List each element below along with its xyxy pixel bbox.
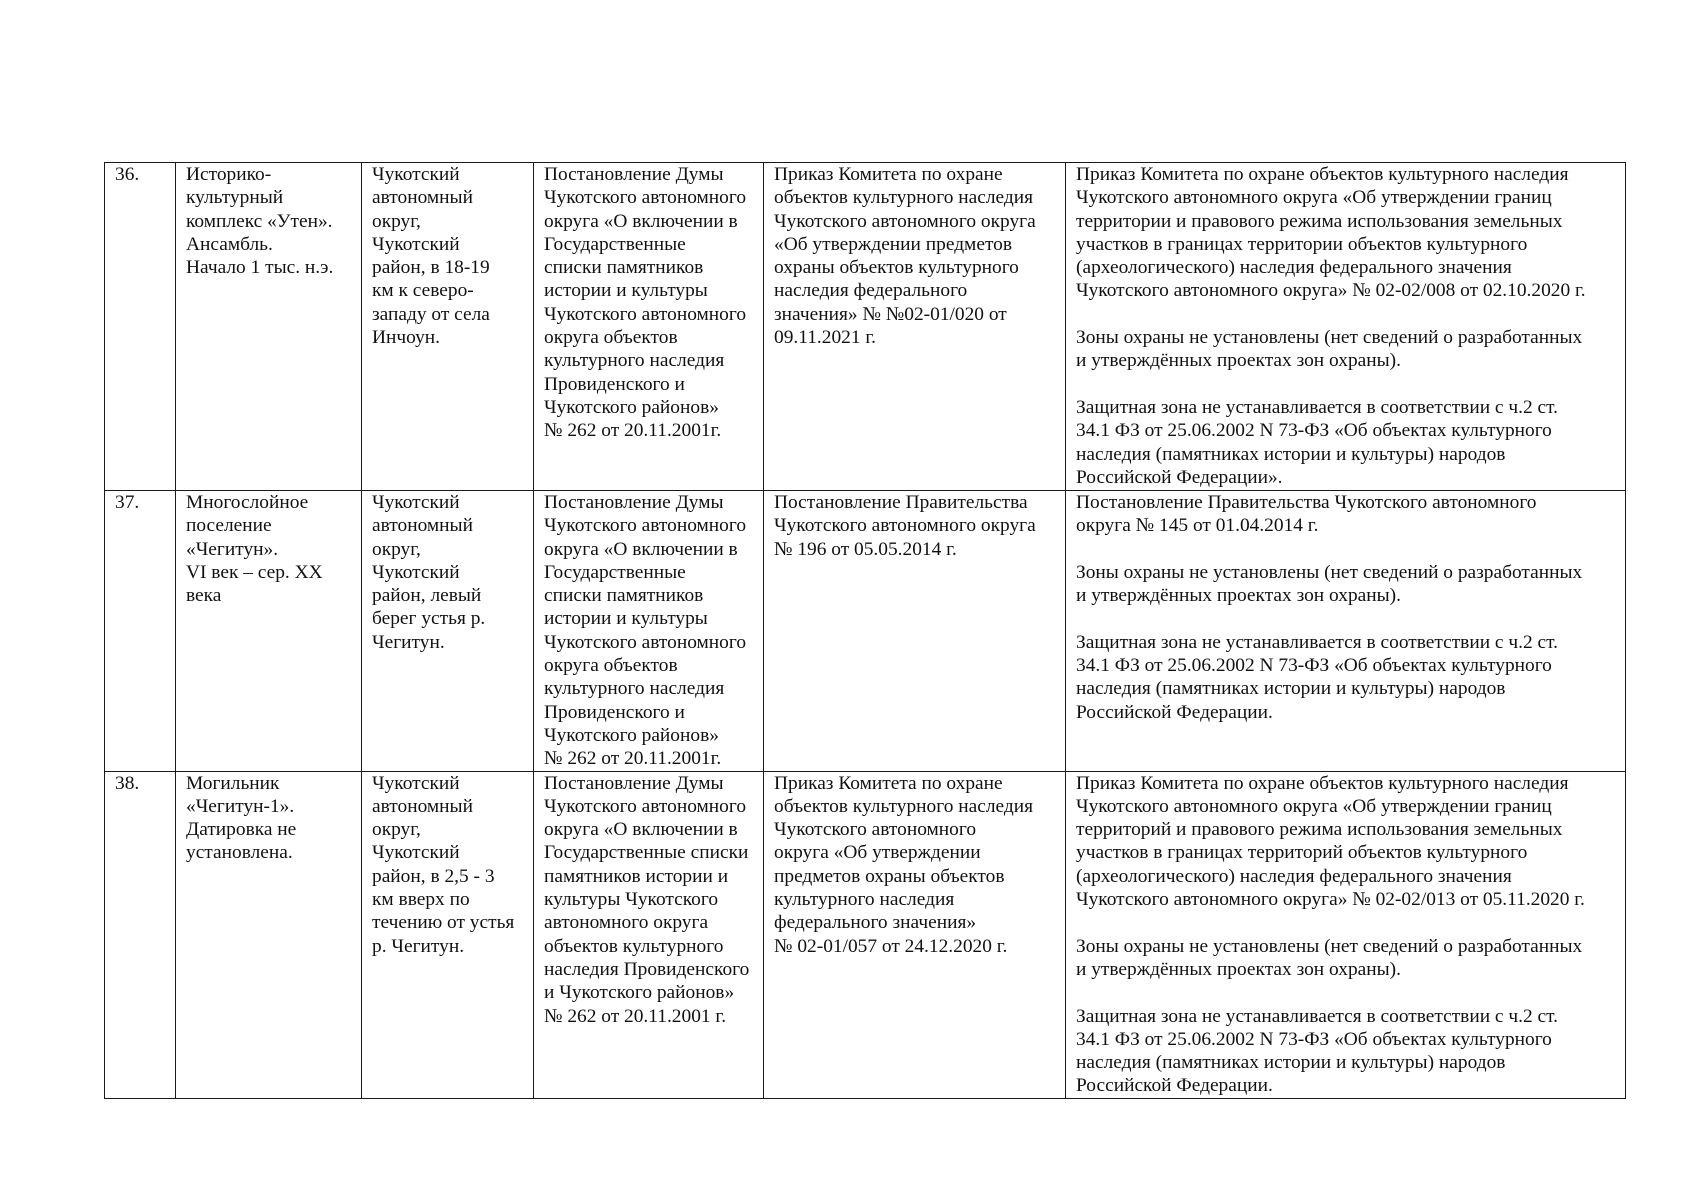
cell-text-line: культуры Чукотского bbox=[544, 889, 719, 911]
cell-text-line: округа «О включении в bbox=[544, 538, 738, 560]
cell-object-name bbox=[176, 771, 362, 1098]
cell-text-line: округа объектов bbox=[544, 327, 678, 349]
cell-text-line: века bbox=[186, 585, 222, 607]
cell-text-line: Постановление Правительства bbox=[774, 492, 1028, 513]
cell-text-line: наследия (памятниках истории и культуры) народов bbox=[1076, 1052, 1506, 1074]
cell-text-line: Приказ Комитета по охране bbox=[774, 164, 1003, 185]
cell-text-line: объектов культурного наследия bbox=[774, 795, 1034, 817]
cell-text-line: «Чегитун». bbox=[186, 538, 279, 560]
cell-text-line: и утверждённых проектах зон охраны). bbox=[1076, 585, 1401, 607]
cell-row-number bbox=[105, 163, 176, 491]
cell-text-line: округа «О включении в bbox=[544, 819, 738, 841]
cell-text-line: охраны объектов культурного bbox=[774, 257, 1019, 279]
cell-text-line: течению от устья bbox=[372, 912, 515, 934]
cell-text-line: Многослойное bbox=[186, 492, 309, 513]
cell-protection-subject bbox=[764, 491, 1066, 772]
cell-text-line: округ, bbox=[372, 538, 421, 560]
table-body bbox=[105, 163, 1626, 1099]
row-number-text: 38. bbox=[115, 772, 140, 794]
cell-text-line: Российской Федерации. bbox=[1076, 701, 1273, 723]
cell-text-line: Провиденского и bbox=[544, 701, 685, 723]
cell-text-line: Чукотского автономного округа bbox=[774, 210, 1036, 232]
cell-object-name bbox=[176, 163, 362, 491]
cell-territory-boundaries bbox=[1066, 491, 1626, 772]
cell-text-line: округа «О включении в bbox=[544, 210, 738, 232]
cell-text-line: 09.11.2021 г. bbox=[774, 327, 876, 349]
cell-text-line: Чукотского автономного bbox=[774, 819, 977, 841]
cell-text-line: № 262 от 20.11.2001г. bbox=[544, 420, 722, 442]
cell-text-line: наследия федерального bbox=[774, 280, 968, 302]
cell-text-line: списки памятников bbox=[544, 257, 704, 279]
table-row bbox=[105, 771, 1626, 1098]
cell-object-name bbox=[176, 491, 362, 772]
cell-text-line: Зоны охраны не установлены (нет сведений о разработанных bbox=[1076, 327, 1583, 349]
cell-text-line: округа объектов bbox=[544, 655, 678, 677]
cell-text-line: Чукотский bbox=[372, 561, 460, 583]
cell-text-line: Государственные bbox=[544, 233, 686, 255]
cell-protection-subject bbox=[764, 163, 1066, 491]
cell-text-line: и Чукотского районов» bbox=[544, 982, 735, 1004]
paragraph-gap bbox=[1076, 911, 1623, 934]
cell-territory-boundaries bbox=[1066, 771, 1626, 1098]
cell-text-line: Чукотского автономного округа» № 02-02/008 от 02.10.2020 г. bbox=[1076, 280, 1586, 302]
cell-text-line: Государственные bbox=[544, 561, 686, 583]
cell-text-line: территорий и правового режима использования земельных bbox=[1076, 819, 1563, 841]
cell-text-line: Защитная зона не устанавливается в соответствии с ч.2 ст. bbox=[1076, 1005, 1558, 1027]
cell-text-line: км вверх по bbox=[372, 889, 470, 911]
cell-text-line: культурного наследия bbox=[774, 889, 955, 911]
cell-text-line: Чукотского автономного округа bbox=[774, 515, 1036, 537]
cell-text-line: истории и культуры bbox=[544, 280, 708, 302]
cell-text-line: Историко- bbox=[186, 164, 272, 185]
cell-text-line: VI век – сер. XX bbox=[186, 561, 323, 583]
cell-territory-boundaries bbox=[1066, 163, 1626, 491]
cell-registration-decision bbox=[534, 491, 764, 772]
paragraph-gap bbox=[1076, 607, 1623, 630]
cell-text-line: район, в 18-19 bbox=[372, 257, 490, 279]
cell-row-number bbox=[105, 491, 176, 772]
cell-text-line: автономный bbox=[372, 515, 473, 537]
row-number-text: 37. bbox=[115, 492, 140, 513]
cell-text-line: значения» № №02-01/020 от bbox=[774, 303, 1007, 325]
cell-text-line: 34.1 ФЗ от 25.06.2002 N 73-ФЗ «Об объектах культурного bbox=[1076, 420, 1552, 442]
cell-text-line: Чукотского автономного bbox=[544, 515, 747, 537]
cell-text-line: № 262 от 20.11.2001г. bbox=[544, 748, 722, 770]
cell-text-line: Защитная зона не устанавливается в соответствии с ч.2 ст. bbox=[1076, 396, 1558, 418]
cell-text-line: Чукотского автономного bbox=[544, 187, 747, 209]
cell-text-line: Постановление Правительства Чукотского автономного bbox=[1076, 492, 1537, 513]
cell-text-line: Датировка не bbox=[186, 819, 297, 841]
cell-text-line: 34.1 ФЗ от 25.06.2002 N 73-ФЗ «Об объектах культурного bbox=[1076, 1028, 1552, 1050]
cell-text-line: округа «Об утверждении bbox=[774, 842, 981, 864]
row-number-text: 36. bbox=[115, 164, 140, 185]
cell-text-line: (археологического) наследия федерального значения bbox=[1076, 257, 1512, 279]
cell-text-line: Приказ Комитета по охране объектов культурного наследия bbox=[1076, 164, 1569, 185]
cell-text-line: и утверждённых проектах зон охраны). bbox=[1076, 958, 1401, 980]
cell-text-line: Чукотский bbox=[372, 233, 460, 255]
table-row bbox=[105, 163, 1626, 491]
cell-text-line: Чукотского автономного bbox=[544, 795, 747, 817]
cell-text-line: округ, bbox=[372, 819, 421, 841]
paragraph-gap bbox=[1076, 981, 1623, 1004]
paragraph-gap bbox=[1076, 373, 1623, 396]
cell-text-line: «Чегитун-1». bbox=[186, 795, 295, 817]
cell-text-line: территории и правового режима использования земельных bbox=[1076, 210, 1563, 232]
cell-text-line: Чукотский bbox=[372, 492, 460, 513]
cell-text-line: федерального значения» bbox=[774, 912, 977, 934]
cell-text-line: Провиденского и bbox=[544, 373, 685, 395]
cell-text-line: Российской Федерации». bbox=[1076, 466, 1283, 488]
cell-text-line: Приказ Комитета по охране bbox=[774, 772, 1003, 794]
cell-text-line: Чукотского автономного bbox=[544, 631, 747, 653]
cell-text-line: Постановление Думы bbox=[544, 492, 724, 513]
cell-text-line: округ, bbox=[372, 210, 421, 232]
cell-text-line: км к северо- bbox=[372, 280, 474, 302]
cell-text-line: Российской Федерации. bbox=[1076, 1075, 1273, 1097]
cell-text-line: комплекс «Утен». bbox=[186, 210, 333, 232]
cell-text-line: Могильник bbox=[186, 772, 280, 794]
cell-text-line: автономного округа bbox=[544, 912, 709, 934]
cell-text-line: культурного наследия bbox=[544, 350, 725, 372]
cell-registration-decision bbox=[534, 771, 764, 1098]
cell-text-line: № 02-01/057 от 24.12.2020 г. bbox=[774, 935, 1008, 957]
cell-text-line: объектов культурного наследия bbox=[774, 187, 1034, 209]
cell-text-line: Начало 1 тыс. н.э. bbox=[186, 257, 334, 279]
cell-text-line: Зоны охраны не установлены (нет сведений о разработанных bbox=[1076, 561, 1583, 583]
cell-text-line: Ансамбль. bbox=[186, 233, 273, 255]
cell-text-line: Государственные списки bbox=[544, 842, 749, 864]
cell-text-line: 34.1 ФЗ от 25.06.2002 N 73-ФЗ «Об объектах культурного bbox=[1076, 655, 1552, 677]
cell-text-line: наследия (памятниках истории и культуры) народов bbox=[1076, 678, 1506, 700]
cell-text-line: Чукотский bbox=[372, 164, 460, 185]
cell-text-line: Приказ Комитета по охране объектов культурного наследия bbox=[1076, 772, 1569, 794]
cell-text-line: Инчоун. bbox=[372, 327, 441, 349]
cell-text-line: памятников истории и bbox=[544, 865, 729, 887]
cell-text-line: № 196 от 05.05.2014 г. bbox=[774, 538, 957, 560]
cell-text-line: списки памятников bbox=[544, 585, 704, 607]
cell-text-line: Чукотского автономного bbox=[544, 303, 747, 325]
cell-text-line: Зоны охраны не установлены (нет сведений о разработанных bbox=[1076, 935, 1583, 957]
table-row bbox=[105, 491, 1626, 772]
cell-object-location bbox=[362, 163, 534, 491]
cell-text-line: и утверждённых проектах зон охраны). bbox=[1076, 350, 1401, 372]
cell-text-line: Чукотский bbox=[372, 842, 460, 864]
cell-text-line: берег устья р. bbox=[372, 608, 486, 630]
cell-text-line: Чукотского районов» bbox=[544, 396, 719, 418]
cell-text-line: Защитная зона не устанавливается в соответствии с ч.2 ст. bbox=[1076, 631, 1558, 653]
cell-text-line: (археологического) наследия федерального значения bbox=[1076, 865, 1512, 887]
cell-protection-subject bbox=[764, 771, 1066, 1098]
cell-text-line: поселение bbox=[186, 515, 272, 537]
cell-text-line: р. Чегитун. bbox=[372, 935, 465, 957]
cell-text-line: Чукотского автономного округа «Об утверждении границ bbox=[1076, 187, 1552, 209]
cell-row-number bbox=[105, 771, 176, 1098]
cell-text-line: предметов охраны объектов bbox=[774, 865, 1005, 887]
cell-text-line: Чукотского автономного округа» № 02-02/013 от 05.11.2020 г. bbox=[1076, 889, 1585, 911]
cell-text-line: район, левый bbox=[372, 585, 482, 607]
cell-text-line: Чукотский bbox=[372, 772, 460, 794]
cell-text-line: культурный bbox=[186, 187, 284, 209]
cell-registration-decision bbox=[534, 163, 764, 491]
cell-text-line: установлена. bbox=[186, 842, 293, 864]
paragraph-gap bbox=[1076, 538, 1623, 561]
cell-object-location bbox=[362, 491, 534, 772]
cell-text-line: Постановление Думы bbox=[544, 772, 724, 794]
cell-text-line: культурного наследия bbox=[544, 678, 725, 700]
cell-text-line: автономный bbox=[372, 795, 473, 817]
heritage-objects-table bbox=[104, 162, 1626, 1099]
cell-text-line: № 262 от 20.11.2001 г. bbox=[544, 1005, 727, 1027]
paragraph-gap bbox=[1076, 303, 1623, 326]
cell-text-line: Чукотского автономного округа «Об утверждении границ bbox=[1076, 795, 1552, 817]
cell-text-line: округа № 145 от 01.04.2014 г. bbox=[1076, 515, 1319, 537]
cell-text-line: район, в 2,5 - 3 bbox=[372, 865, 495, 887]
cell-text-line: автономный bbox=[372, 187, 473, 209]
cell-text-line: истории и культуры bbox=[544, 608, 708, 630]
cell-text-line: участков в границах территорий объектов культурного bbox=[1076, 842, 1528, 864]
cell-text-line: объектов культурного bbox=[544, 935, 724, 957]
cell-text-line: Чукотского районов» bbox=[544, 724, 719, 746]
cell-text-line: наследия (памятниках истории и культуры) народов bbox=[1076, 443, 1506, 465]
cell-text-line: наследия Провиденского bbox=[544, 958, 750, 980]
cell-text-line: Постановление Думы bbox=[544, 164, 724, 185]
cell-text-line: участков в границах территории объектов культурного bbox=[1076, 233, 1528, 255]
cell-text-line: «Об утверждении предметов bbox=[774, 233, 1013, 255]
cell-text-line: Чегитун. bbox=[372, 631, 445, 653]
cell-text-line: западу от села bbox=[372, 303, 490, 325]
cell-object-location bbox=[362, 771, 534, 1098]
